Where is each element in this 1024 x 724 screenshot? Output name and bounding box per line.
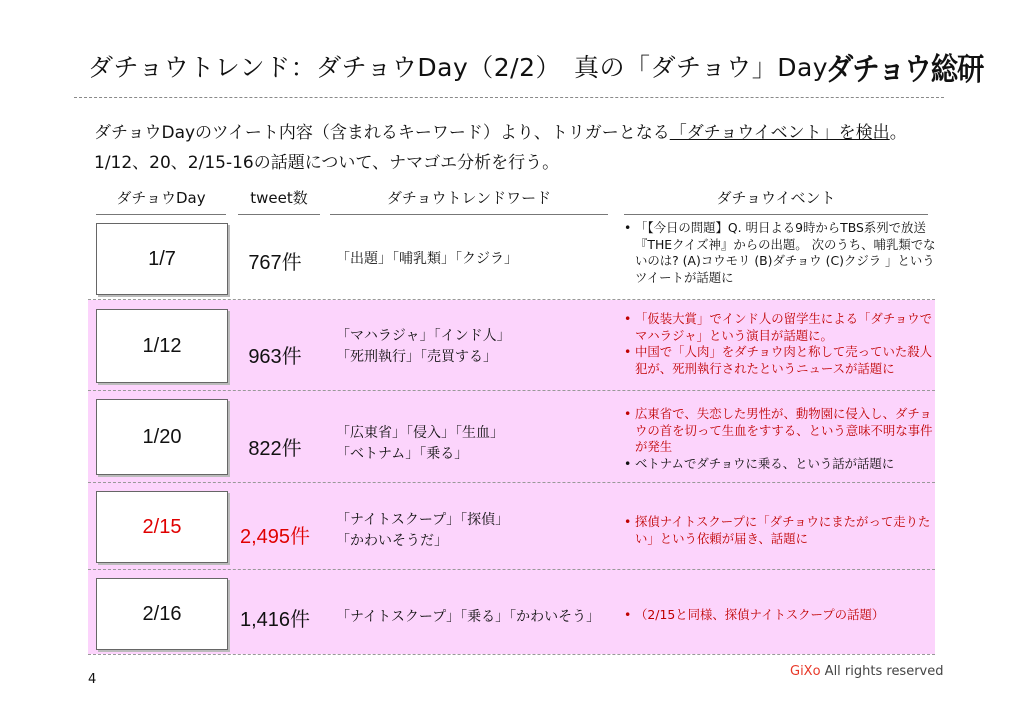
title-divider xyxy=(74,97,944,98)
intro-line-1 xyxy=(94,118,907,143)
event-text: 中国で「人肉」をダチョウ肉と称して売っていた殺人犯が、死刑執行されたというニュースが話題に xyxy=(635,344,933,376)
tweet-count: 1,416件 xyxy=(239,609,311,631)
logo: ダチョウ総研 xyxy=(826,52,984,88)
copyright xyxy=(790,664,944,679)
event-list xyxy=(624,220,939,286)
row-separator xyxy=(88,569,935,570)
event-text: 広東省で、失恋した男性が、動物園に侵入し、ダチョウの首を切って生血をすする、という意味不明な事件が発生 xyxy=(635,406,933,454)
trend-word-line: 「ナイトスクープ」「探偵」 xyxy=(336,512,510,528)
tweet-count: 822件 xyxy=(248,438,302,460)
bullet: • xyxy=(624,514,632,529)
event-list xyxy=(624,607,939,624)
event-text: ベトナムでダチョウに乗る、という話が話題に xyxy=(635,455,895,471)
event-list xyxy=(624,406,939,472)
event-item xyxy=(624,456,939,473)
header-date: ダチョウDay xyxy=(96,187,226,215)
event-item xyxy=(624,220,939,286)
date-cell: 1/20 xyxy=(96,399,228,475)
trend-word-line: 「かわいそうだ」 xyxy=(336,533,448,549)
trend-word-line: 「ベトナム」「乗る」 xyxy=(336,446,469,462)
trend-words xyxy=(336,607,600,628)
bullet: • xyxy=(624,344,632,359)
date-cell: 1/12 xyxy=(96,309,228,383)
header-count: tweet数 xyxy=(238,187,320,215)
event-list xyxy=(624,311,939,377)
intro-text-b: 。 xyxy=(889,123,907,143)
intro-line-2: 1/12、20、2/15-16の話題について、ナマゴエ分析を行う。 xyxy=(94,153,560,173)
row-separator xyxy=(88,482,935,483)
trend-words xyxy=(336,510,509,552)
trend-words xyxy=(336,249,518,270)
event-text: （2/15と同様、探偵ナイトスクープの話題） xyxy=(635,607,885,622)
trend-word-line: 「マハラジャ」「インド人」 xyxy=(336,328,511,344)
event-item xyxy=(624,406,939,456)
bullet: • xyxy=(624,220,632,235)
row-separator xyxy=(88,654,935,655)
tweet-count: 963件 xyxy=(248,346,302,368)
bullet: • xyxy=(624,311,632,326)
intro-underlined: 「ダチョウイベント」を検出 xyxy=(669,123,890,143)
trend-word-line: 「広東省」「侵入」「生血」 xyxy=(336,425,504,441)
event-item xyxy=(624,311,939,344)
date-cell: 2/16 xyxy=(96,578,228,650)
date-cell: 1/7 xyxy=(96,223,228,295)
page-number: 4 xyxy=(88,672,97,687)
event-text: 探偵ナイトスクープに「ダチョウにまたがって走りたい」という依頼が届き、話題に xyxy=(635,514,931,546)
trend-word-line: 「ナイトスクープ」「乗る」「かわいそう」 xyxy=(336,609,601,625)
trend-words xyxy=(336,326,511,368)
event-item xyxy=(624,607,939,624)
tweet-count: 767件 xyxy=(248,252,302,274)
brand-name: GiXo xyxy=(790,664,821,679)
event-list xyxy=(624,514,939,547)
intro-text-a: ダチョウDayのツイート内容（含まれるキーワード）より、トリガーとなる xyxy=(94,123,670,143)
slide-title: ダチョウトレンド：ダチョウDay（2/2） 真の「ダチョウ」Day xyxy=(88,53,829,82)
trend-word-line: 「出題」「哺乳類」「クジラ」 xyxy=(336,251,518,267)
bullet: • xyxy=(624,455,632,471)
date-cell: 2/15 xyxy=(96,491,228,563)
event-item xyxy=(624,514,939,547)
rights-text: All rights reserved xyxy=(820,664,944,679)
header-words: ダチョウトレンドワード xyxy=(330,187,608,215)
event-item xyxy=(624,344,939,377)
header-event: ダチョウイベント xyxy=(624,187,928,215)
bullet: • xyxy=(624,607,632,622)
row-separator xyxy=(88,390,935,391)
event-text: 「【今日の問題】Q. 明日よる9時からTBS系列で放送『THEクイズ神』からの出題。 次のうち、哺乳類でないのは? (A)コウモリ (B)ダチョウ (C)クジラ 」というツイートが話題に xyxy=(635,220,936,285)
event-text: 「仮装大賞」でインド人の留学生による「ダチョウでマハラジャ」という演目が話題に。 xyxy=(635,311,933,343)
trend-words xyxy=(336,423,504,465)
row-separator xyxy=(88,299,935,300)
tweet-count: 2,495件 xyxy=(239,526,311,548)
bullet: • xyxy=(624,406,632,421)
trend-word-line: 「死刑執行」「売買する」 xyxy=(336,349,497,365)
